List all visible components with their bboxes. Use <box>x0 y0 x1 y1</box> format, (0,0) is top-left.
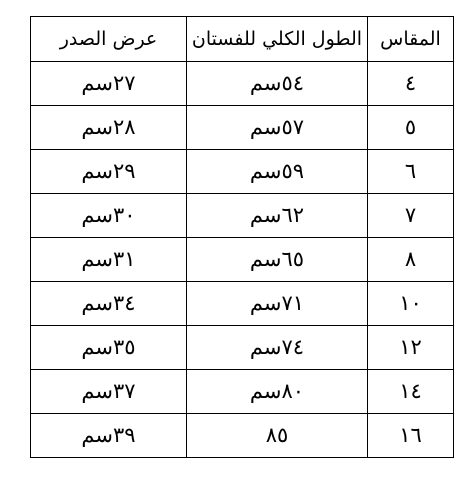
table-row <box>31 282 454 326</box>
length-cell: ٧١سم <box>187 282 368 326</box>
table-row <box>31 106 454 150</box>
chest-cell: ٢٧سم <box>31 62 187 106</box>
size-cell: ٥ <box>368 106 454 150</box>
size-cell: ١٢ <box>368 326 454 370</box>
chest-cell: ٣٧سم <box>31 370 187 414</box>
size-cell: ٧ <box>368 194 454 238</box>
size-cell: ١٤ <box>368 370 454 414</box>
size-cell: ٤ <box>368 62 454 106</box>
size-cell: ٦ <box>368 150 454 194</box>
size-cell: ٨ <box>368 238 454 282</box>
length-cell: ٧٤سم <box>187 326 368 370</box>
length-cell: ٥٧سم <box>187 106 368 150</box>
chest-cell: ٣٤سم <box>31 282 187 326</box>
chest-cell: ٣١سم <box>31 238 187 282</box>
length-cell: ٦٥سم <box>187 238 368 282</box>
length-cell: ٥٩سم <box>187 150 368 194</box>
table-row <box>31 414 454 458</box>
table-row <box>31 238 454 282</box>
size-cell: ١٦ <box>368 414 454 458</box>
chest-cell: ٣٠سم <box>31 194 187 238</box>
chest-cell: ٣٥سم <box>31 326 187 370</box>
chest-cell: ٢٨سم <box>31 106 187 150</box>
length-cell: ٦٢سم <box>187 194 368 238</box>
header-chest: عرض الصدر <box>31 17 187 62</box>
table-row <box>31 150 454 194</box>
length-cell: ٨٥ <box>187 414 368 458</box>
table-row <box>31 194 454 238</box>
size-chart-table <box>30 16 454 458</box>
table-row <box>31 370 454 414</box>
chest-cell: ٣٩سم <box>31 414 187 458</box>
size-cell: ١٠ <box>368 282 454 326</box>
table-row <box>31 62 454 106</box>
length-cell: ٨٠سم <box>187 370 368 414</box>
length-cell: ٥٤سم <box>187 62 368 106</box>
chest-cell: ٢٩سم <box>31 150 187 194</box>
header-size: المقاس <box>368 17 454 62</box>
table-row <box>31 326 454 370</box>
header-length: الطول الكلي للفستان <box>187 17 368 62</box>
header-row <box>31 17 454 62</box>
